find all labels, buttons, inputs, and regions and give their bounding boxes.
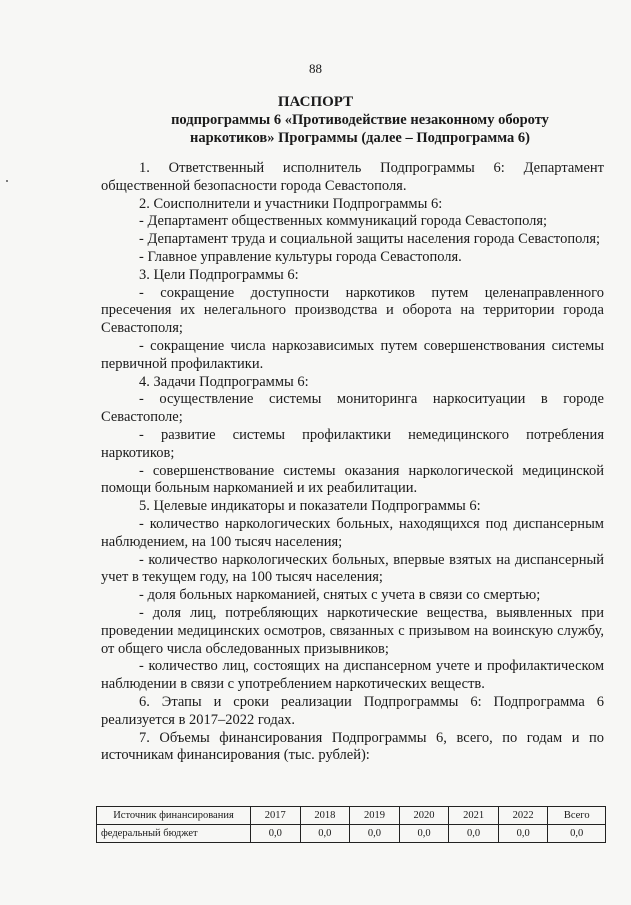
table-header-cell: 2021 <box>449 807 499 825</box>
list-item: - количество наркологических больных, впервые взятых на диспансерный учет в текущем году, на 100 тысяч населения; <box>101 551 604 586</box>
table-header-cell: Источник финансирования <box>97 807 251 825</box>
list-item: - сокращение доступности наркотиков путем целенаправленного пресечения их нелегального производства и оборота на территории города Севастополя; <box>101 284 604 337</box>
section-paragraph: 7. Объемы финансирования Подпрограммы 6, всего, по годам и по источникам финансирования (тыс. рублей): <box>101 729 604 764</box>
table-cell: 0,0 <box>399 825 449 843</box>
list-item: - совершенствование системы оказания наркологической медицинской помощи больным наркоманией и их реабилитации. <box>101 462 604 497</box>
list-item: - количество лиц, состоящих на диспансерном учете и профилактическом наблюдении в связи с употреблением наркотических веществ. <box>101 658 604 693</box>
document-title: ПАСПОРТ <box>277 94 354 110</box>
list-item: - Департамент труда и социальной защиты населения города Севастополя; <box>139 231 601 248</box>
table-body <box>97 825 606 843</box>
list-item: - количество наркологических больных, находящихся под диспансерным наблюдением, на 100 тысяч населения; <box>101 515 604 550</box>
list-item: - осуществление системы мониторинга наркоситуации в городе Севастополе; <box>101 391 604 426</box>
list-item: - доля лиц, потребляющих наркотические вещества, выявленных при проведении медицинских осмотров, связанных с призывом на воинскую службу, от общего числа обследованных призывников; <box>101 604 604 657</box>
table-cell: 0,0 <box>251 825 301 843</box>
table-cell: 0,0 <box>300 825 350 843</box>
table-row <box>97 825 606 843</box>
scan-speck <box>6 180 8 182</box>
section-paragraph: 3. Цели Подпрограммы 6: <box>139 266 299 283</box>
table-cell: 0,0 <box>548 825 606 843</box>
section-paragraph: 2. Соисполнители и участники Подпрограммы 6: <box>139 195 443 212</box>
list-item: - Главное управление культуры города Севастополя. <box>139 248 462 265</box>
document-body <box>101 160 604 765</box>
table-header-cell: 2018 <box>300 807 350 825</box>
document-subtitle: подпрограммы 6 «Противодействие незаконному обороту наркотиков» Программы (далее – Подпрограмма 6) <box>171 112 549 146</box>
list-item: - развитие системы профилактики немедицинского потребления наркотиков; <box>101 426 604 461</box>
table-header-cell: 2019 <box>350 807 400 825</box>
section-paragraph: 6. Этапы и сроки реализации Подпрограммы 6: Подпрограмма 6 реализуется в 2017–2022 годах. <box>101 693 604 728</box>
table-header-cell: 2017 <box>251 807 301 825</box>
financing-table <box>96 806 606 843</box>
list-item: - доля больных наркоманией, снятых с учета в связи со смертью; <box>139 587 541 604</box>
table-header-row <box>97 807 606 825</box>
section-paragraph: 4. Задачи Подпрограммы 6: <box>139 373 309 390</box>
table-header-cell: 2020 <box>399 807 449 825</box>
table-cell: федеральный бюджет <box>97 825 251 843</box>
table-cell: 0,0 <box>449 825 499 843</box>
page-number: 88 <box>309 61 322 76</box>
table-header-cell: Всего <box>548 807 606 825</box>
list-item: - Департамент общественных коммуникаций города Севастополя; <box>139 213 548 230</box>
list-item: - сокращение числа наркозависимых путем совершенствования системы первичной профилактики. <box>101 337 604 372</box>
section-paragraph: 1. Ответственный исполнитель Подпрограммы 6: Департамент общественной безопасности города Севастополя. <box>101 160 604 194</box>
table-cell: 0,0 <box>498 825 548 843</box>
table-cell: 0,0 <box>350 825 400 843</box>
table-header-cell: 2022 <box>498 807 548 825</box>
section-paragraph: 5. Целевые индикаторы и показатели Подпрограммы 6: <box>139 498 481 515</box>
